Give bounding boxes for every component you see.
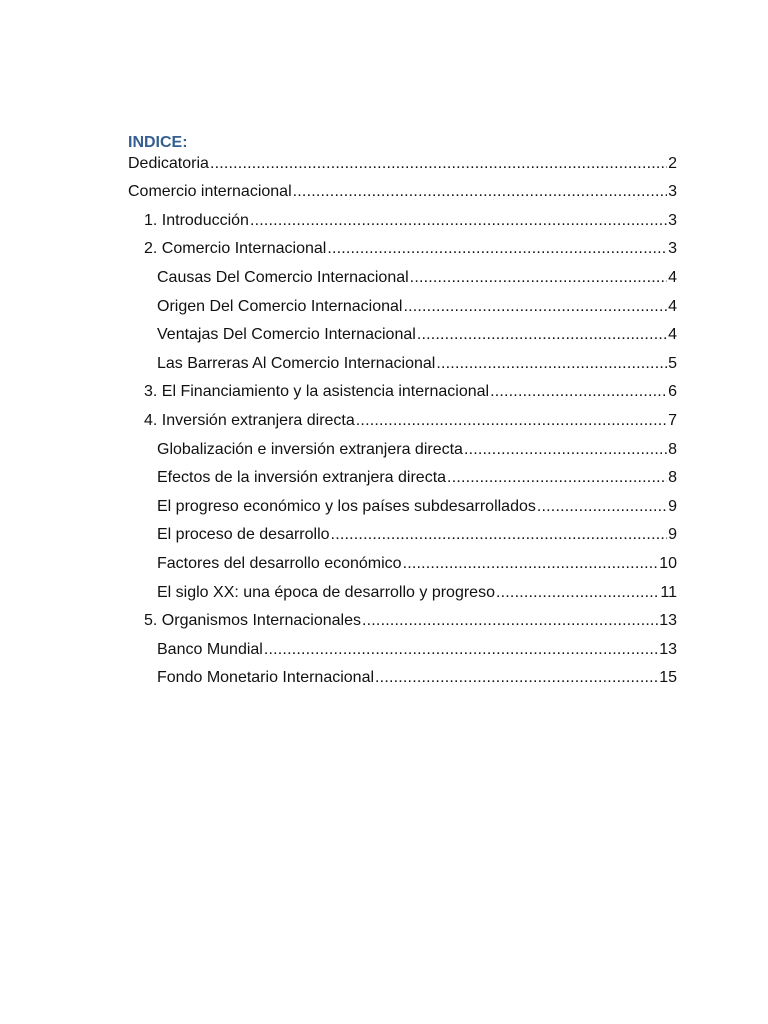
- toc-entry-page: 4: [668, 297, 677, 315]
- toc-entry-text[interactable]: Dedicatoria: [128, 154, 209, 172]
- toc-leader-dots: [362, 611, 658, 631]
- toc-entry-page: 7: [668, 411, 677, 429]
- toc-entry-page: 4: [668, 268, 677, 286]
- toc-leader-dots: [490, 382, 667, 402]
- toc-entry-page: 5: [668, 354, 677, 372]
- toc-entry-page: 6: [668, 383, 677, 401]
- toc-entry-text[interactable]: Globalización e inversión extranjera directa: [157, 440, 463, 458]
- toc-entry-text[interactable]: Ventajas Del Comercio Internacional: [157, 326, 416, 344]
- toc-leader-dots: [250, 211, 667, 231]
- toc-entry-organismos[interactable]: [0, 609, 768, 638]
- toc-entry-comercio-internacional[interactable]: [0, 180, 768, 209]
- toc-entry-text[interactable]: 3. El Financiamiento y la asistencia internacional: [144, 383, 490, 401]
- toc-entry-page: 4: [668, 326, 677, 344]
- toc-entry-text[interactable]: Origen Del Comercio Internacional: [157, 297, 403, 315]
- toc-entry-text[interactable]: Fondo Monetario Internacional: [157, 669, 375, 687]
- toc-entry-page: 9: [668, 526, 677, 544]
- toc-entry-page: 8: [668, 469, 677, 487]
- toc-entry-efectos[interactable]: [0, 466, 768, 495]
- toc-entry-factores[interactable]: [0, 551, 768, 580]
- toc-entry-text[interactable]: 1. Introducción: [144, 211, 249, 229]
- toc-leader-dots: [537, 497, 667, 517]
- toc-entry-page: 3: [668, 211, 677, 229]
- toc-entry-text[interactable]: Comercio internacional: [128, 183, 292, 201]
- toc-entry-text[interactable]: El siglo XX: una época de desarrollo y progreso: [157, 583, 495, 601]
- toc-leader-dots: [356, 411, 667, 431]
- toc-entry-inversion[interactable]: [0, 408, 768, 437]
- toc-entry-causas[interactable]: [0, 265, 768, 294]
- toc-entry-comercio-internacional-2[interactable]: [0, 237, 768, 266]
- toc-entry-text[interactable]: 2. Comercio Internacional: [144, 240, 327, 258]
- toc-leader-dots: [331, 525, 668, 545]
- toc-entry-page: 13: [659, 640, 677, 658]
- toc-entry-banco-mundial[interactable]: [0, 637, 768, 666]
- toc-leader-dots: [464, 440, 667, 460]
- toc-entry-financiamiento[interactable]: [0, 380, 768, 409]
- toc-entry-page: 11: [660, 583, 677, 601]
- toc-entry-page: 3: [668, 240, 677, 258]
- toc-entry-page: 9: [668, 497, 677, 515]
- toc-entry-text[interactable]: 4. Inversión extranjera directa: [144, 411, 355, 429]
- toc-leader-dots: [375, 668, 658, 688]
- toc-entry-text[interactable]: Efectos de la inversión extranjera directa: [157, 469, 447, 487]
- toc-entry-text[interactable]: Banco Mundial: [157, 640, 263, 658]
- toc-entry-page: 10: [659, 554, 677, 572]
- toc-entry-text[interactable]: Las Barreras Al Comercio Internacional: [157, 354, 436, 372]
- toc-entry-text[interactable]: Causas Del Comercio Internacional: [157, 268, 409, 286]
- toc-entry-origen[interactable]: [0, 294, 768, 323]
- toc-entry-proceso[interactable]: [0, 523, 768, 552]
- toc-entry-dedicatoria[interactable]: [0, 151, 768, 180]
- toc-leader-dots: [210, 154, 667, 174]
- toc-entry-siglo-xx[interactable]: [0, 580, 768, 609]
- toc-entry-text[interactable]: El proceso de desarrollo: [157, 526, 330, 544]
- toc-leader-dots: [293, 182, 667, 202]
- toc-entry-ventajas[interactable]: [0, 323, 768, 352]
- toc-leader-dots: [410, 268, 667, 288]
- toc-entry-globalizacion[interactable]: [0, 437, 768, 466]
- toc-title: INDICE:: [128, 134, 188, 151]
- toc-entry-fmi[interactable]: [0, 666, 768, 695]
- toc-entry-page: 13: [659, 612, 677, 630]
- toc-list: [0, 151, 768, 694]
- toc-leader-dots: [403, 297, 667, 317]
- toc-leader-dots: [327, 239, 667, 259]
- toc-entry-barreras[interactable]: [0, 351, 768, 380]
- toc-leader-dots: [403, 554, 659, 574]
- toc-entry-text[interactable]: 5. Organismos Internacionales: [144, 612, 361, 630]
- toc-leader-dots: [447, 468, 667, 488]
- toc-entry-introduccion[interactable]: [0, 208, 768, 237]
- toc-leader-dots: [436, 354, 667, 374]
- toc-entry-page: 3: [668, 183, 677, 201]
- toc-entry-page: 15: [659, 669, 677, 687]
- toc-leader-dots: [264, 640, 658, 660]
- toc-entry-progreso[interactable]: [0, 494, 768, 523]
- toc-entry-page: 8: [668, 440, 677, 458]
- toc-leader-dots: [496, 583, 659, 603]
- toc-entry-text[interactable]: Factores del desarrollo económico: [157, 554, 402, 572]
- toc-entry-text[interactable]: El progreso económico y los países subdesarrollados: [157, 497, 536, 515]
- toc-entry-page: 2: [668, 154, 677, 172]
- toc-leader-dots: [417, 325, 667, 345]
